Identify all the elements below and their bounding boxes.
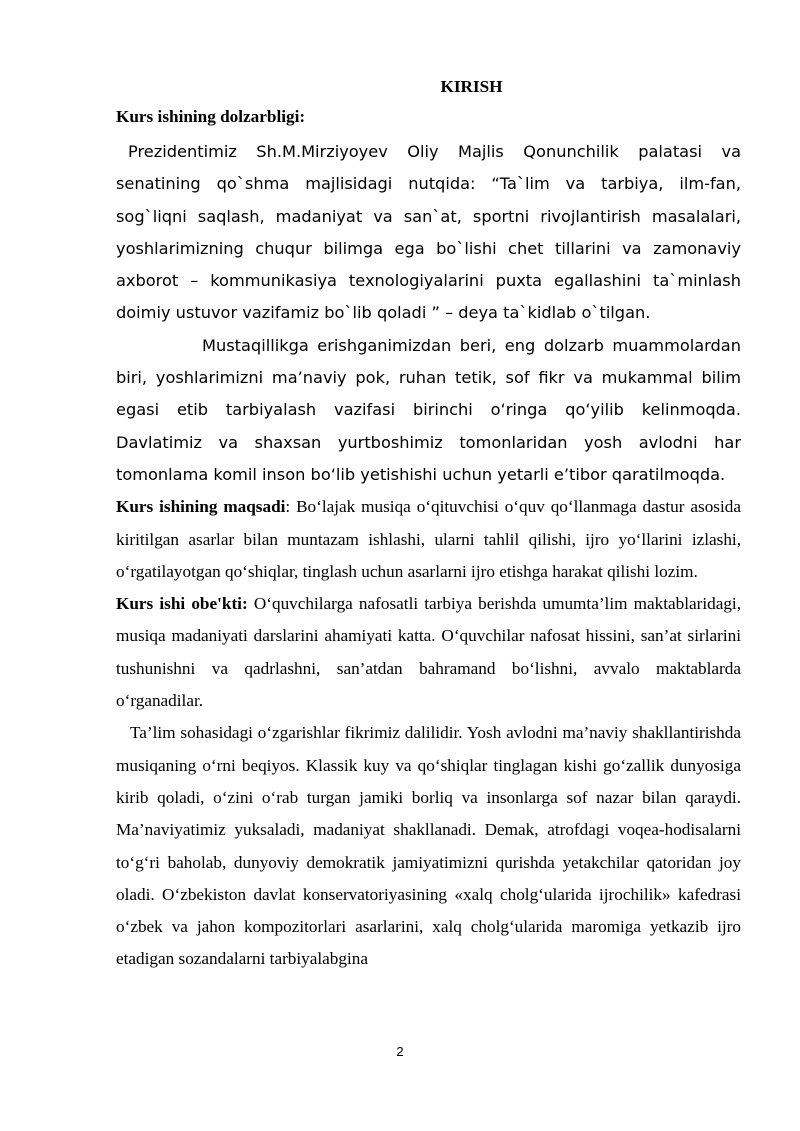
object-label: Kurs ishi obe'kti:: [116, 594, 248, 614]
paragraph-independence: Mustaqillikga erishganimizdan beri, eng dolzarb muammolardan biri, yoshlarimizni ma’naviy pok, ruhan tetik, sof fikr va mukammal bilim egasi etib tarbiyalash vazifasi birinchi o‘ringa qo‘yilib kelinmoqda. Davlatimiz va shaxsan yurtboshimiz tomonlaridan yosh avlodni har tomonlama komil inson bo‘lib yetishishi uchun yetarli e’tibor qaratilmoqda.: [116, 335, 741, 484]
object-text: O‘quvchilarga nafosatli tarbiya berishda umumta’lim maktablaridagi, musiqa madaniyati darslarini ahamiyati katta. O‘quvchilar nafosat hissini, san’at sirlarini tushunishni va qadrlashni, san’atdan bahramand bo‘lishni, avvalo maktablarda o‘rganadilar.: [116, 594, 742, 711]
page-number: 2: [396, 1044, 404, 1059]
paragraph-presidential-speech: Prezidentimiz Sh.M.Mirziyoyev Oliy Majlis Qonunchilik palatasi va senatining qo`shma majlisidagi nutqida: “Ta`lim va tarbiya, ilm-fan, sog`liqni saqlash, madaniyat va san`at, sportni rivojlantirish masalalari, yoshlarimizning chuqur bilimga ega bo`lishi chet tillarini va zamonaviy axborot – kommunikasiya texnologiyalarini puxta egallashini ta`minlash doimiy ustuvor vazifamiz bo`lib qoladi ” – deya ta`kidlab o`tilgan.: [116, 142, 741, 323]
document-title: KIRISH: [440, 77, 503, 96]
goal-text: : Bo‘lajak musiqa o‘qituvchisi o‘quv qo‘llanmaga dastur asosida kiritilgan asarlar bilan muntazam ishlashi, ularni tahlil qilishi, ijro yo‘llarini izlashi, o‘rgatilayotgan qo‘shiqlar, tinglash uchun asarlarni ijro etishga harakat qilishi lozim.: [116, 497, 741, 581]
relevance-heading: Kurs ishining dolzarbligi:: [116, 107, 306, 126]
document-body: [116, 74, 741, 976]
goal-label: Kurs ishining maqsadi: [116, 497, 286, 517]
paragraph-education-changes: Ta’lim sohasidagi o‘zgarishlar fikrimiz dalilidir. Yosh avlodni ma’naviy shakllantirishda musiqaning o‘rni beqiyos. Klassik kuy va qo‘shiqlar tinglagan kishi go‘zallik dunyosiga kirib qoladi, o‘zini o‘rab turgan jamiki borliq va insonlarga sof nazar bilan qaraydi. Ma’naviyatimiz yuksaladi, madaniyat shakllanadi. Demak, atrofdagi voqea-hodisalarni to‘g‘ri baholab, dunyoviy demokratik jamiyatimizni qurishda yetakchilar qatoridan joy oladi. O‘zbekiston davlat konservatoriyasining «xalq cholg‘ularida ijrochilik» kafedrasi o‘zbek va jahon kompozitorlari asarlarini, xalq cholg‘ularida maromiga yetkazib ijro etadigan sozandalarni tarbiyalabgina: [116, 723, 741, 969]
paragraph-goal: [116, 491, 741, 588]
paragraph-object: [116, 588, 741, 717]
